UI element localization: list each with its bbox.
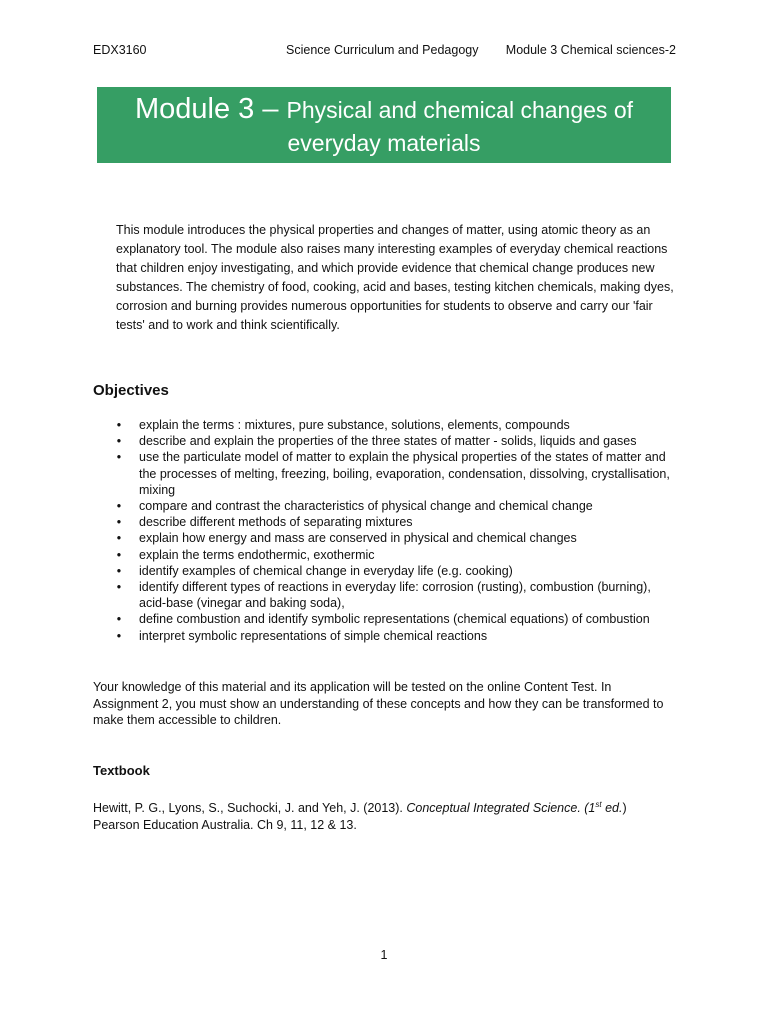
bullet-icon: • <box>116 515 122 530</box>
bullet-icon: • <box>116 450 122 465</box>
objectives-list <box>113 417 678 644</box>
objective-text: explain the terms endothermic, exothermic <box>139 547 375 562</box>
objective-text: define combustion and identify symbolic representations (chemical equations) of combustion <box>139 612 650 627</box>
objective-item <box>113 563 678 579</box>
title-line-2: everyday materials <box>287 130 481 156</box>
header-course-code: EDX3160 <box>93 43 147 57</box>
objective-item <box>113 417 678 433</box>
title-line-1-rest: Physical and chemical changes of <box>286 97 634 123</box>
bullet-icon: • <box>116 628 122 643</box>
reference-edition-superscript: st <box>595 799 602 809</box>
objective-text: use the particulate model of matter to explain the physical properties of the states of matter and the processes of melting, freezing, boiling, evaporation, condensation, dissolving, crystallisation, mixing <box>139 450 670 497</box>
objective-item <box>113 530 678 546</box>
bullet-icon: • <box>116 612 122 627</box>
objective-text: explain how energy and mass are conserved in physical and chemical changes <box>139 531 577 546</box>
objective-text: explain the terms : mixtures, pure substance, solutions, elements, compounds <box>139 418 570 432</box>
objective-item <box>113 514 678 530</box>
reference-title <box>406 801 622 815</box>
objective-item <box>113 498 678 514</box>
bullet-icon: • <box>116 580 122 595</box>
header-subject: Science Curriculum and Pedagogy <box>286 43 479 57</box>
objective-text: describe different methods of separating mixtures <box>139 515 413 530</box>
reference-authors: Hewitt, P. G., Lyons, S., Suchocki, J. and Yeh, J. (2013). <box>93 801 407 815</box>
assessment-paragraph: Your knowledge of this material and its application will be tested on the online Content Test. In Assignment 2, you must show an understanding of these concepts and how they can be transformed to make them accessible to children. <box>93 680 664 727</box>
title-banner <box>97 87 671 163</box>
title-line-1 <box>97 91 671 132</box>
objective-item <box>113 449 678 498</box>
textbook-reference <box>93 800 678 833</box>
reference-title-text: Conceptual Integrated Science. (1 <box>406 801 596 815</box>
page-number: 1 <box>380 948 388 962</box>
textbook-heading: Textbook <box>93 763 150 778</box>
title-prefix: Module 3 – <box>134 93 287 125</box>
intro-paragraph: This module introduces the physical properties and changes of matter, using atomic theory as an explanatory tool. The module also raises many interesting examples of everyday chemical reactions that children enjoy investigating, and which provide evidence that chemical change produces new substances. The chemistry of food, cooking, acid and bases, testing kitchen chemicals, making dyes, corrosion and burning provides numerous opportunities for students to observe and carry our 'fair tests' and to work and think scientifically. <box>116 223 674 332</box>
objectives-heading: Objectives <box>93 382 169 399</box>
header-module: Module 3 Chemical sciences-2 <box>505 43 676 57</box>
page-header <box>93 43 676 61</box>
objective-item <box>113 611 678 627</box>
reference-close-paren: ) <box>622 801 627 815</box>
bullet-icon: • <box>116 531 122 546</box>
objective-text: compare and contrast the characteristics of physical change and chemical change <box>139 499 593 514</box>
reference-edition-rest: ed. <box>601 801 623 815</box>
objective-text: describe and explain the properties of the three states of matter - solids, liquids and gases <box>139 434 637 449</box>
objective-text: interpret symbolic representations of simple chemical reactions <box>139 628 488 643</box>
bullet-icon: • <box>116 547 122 562</box>
objective-text: identify examples of chemical change in everyday life (e.g. cooking) <box>139 563 513 578</box>
bullet-icon: • <box>116 434 122 449</box>
objective-text: identify different types of reactions in everyday life: corrosion (rusting), combustion (burning), acid-base (vinegar and baking soda), <box>139 580 651 611</box>
objective-item <box>113 433 678 449</box>
bullet-icon: • <box>116 499 122 514</box>
bullet-icon: • <box>116 563 122 578</box>
reference-publisher: Pearson Education Australia. Ch 9, 11, 12 & 13. <box>93 817 357 832</box>
bullet-icon: • <box>116 418 122 432</box>
objective-item <box>113 547 678 563</box>
objective-item <box>113 628 678 644</box>
objective-item <box>113 579 678 611</box>
